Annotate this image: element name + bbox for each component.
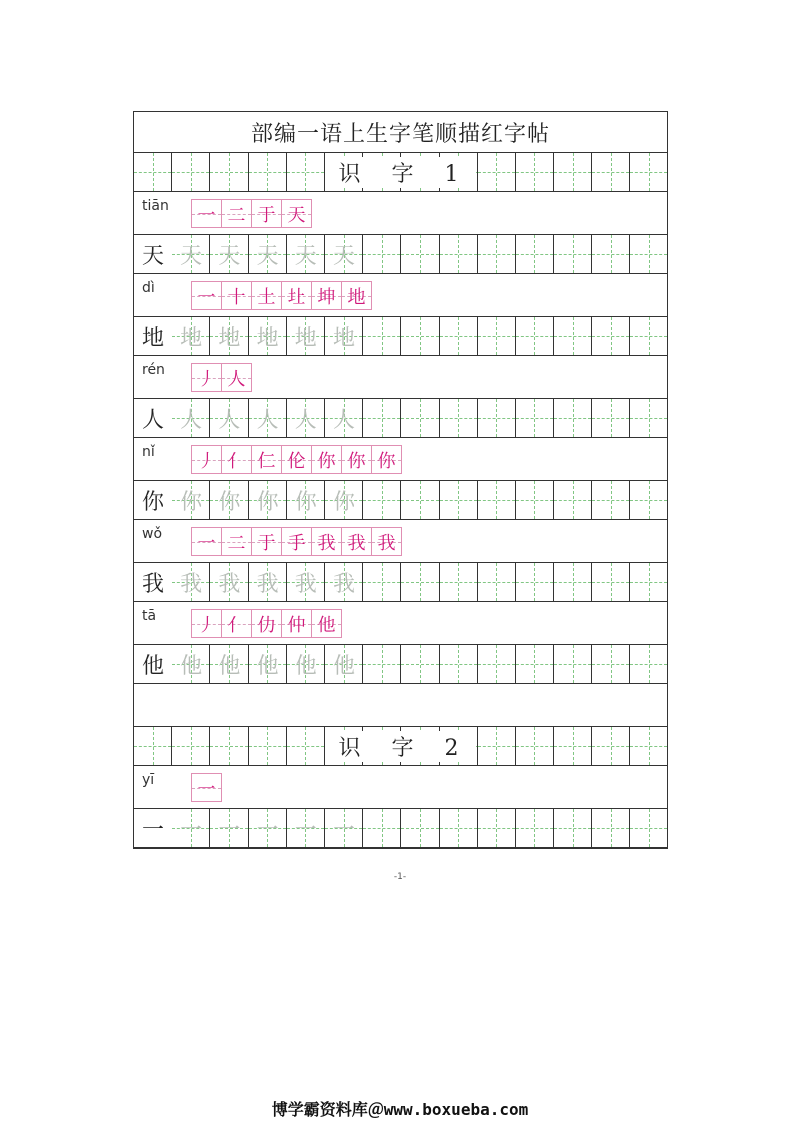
grid-cell xyxy=(630,153,667,191)
grid-cell xyxy=(440,563,478,601)
grid-cell xyxy=(592,235,630,273)
stroke-step xyxy=(371,445,402,474)
stroke-step xyxy=(371,527,402,556)
grid-cell xyxy=(554,317,592,355)
stroke-order xyxy=(191,773,221,802)
lesson-label: 识 字 1 xyxy=(325,157,477,188)
grid-cell xyxy=(249,727,287,765)
stroke-glyph: 圵 xyxy=(287,286,306,308)
grid-cell xyxy=(554,235,592,273)
grid-cell xyxy=(592,481,630,519)
model-character: 人 xyxy=(134,399,172,437)
grid-cell xyxy=(592,153,630,191)
grid-cell xyxy=(440,235,478,273)
trace-character: 地 xyxy=(218,325,241,351)
practice-row xyxy=(134,481,667,520)
grid-cell xyxy=(592,399,630,437)
stroke-step xyxy=(221,609,252,638)
stroke-order xyxy=(191,199,311,228)
stroke-step xyxy=(311,609,342,638)
grid-cell xyxy=(134,727,172,765)
stroke-glyph: 亻 xyxy=(227,614,246,636)
pinyin-label: nǐ xyxy=(142,444,155,460)
grid-cell xyxy=(401,399,439,437)
stroke-step xyxy=(251,199,282,228)
trace-character: 你 xyxy=(256,489,279,515)
trace-character: 天 xyxy=(294,243,317,269)
stroke-step xyxy=(341,281,372,310)
stroke-step xyxy=(311,527,342,556)
grid-cell xyxy=(478,317,516,355)
pinyin-row xyxy=(134,766,667,809)
grid-cell xyxy=(630,481,667,519)
grid-cell xyxy=(630,235,667,273)
stroke-step xyxy=(281,281,312,310)
grid-cell xyxy=(210,153,248,191)
trace-character: 人 xyxy=(332,407,355,433)
grid-cell xyxy=(401,481,439,519)
stroke-glyph: 二 xyxy=(227,532,246,554)
stroke-order xyxy=(191,609,341,638)
stroke-order xyxy=(191,445,401,474)
stroke-glyph: 我 xyxy=(377,532,396,554)
model-character: 一 xyxy=(134,809,172,847)
grid-cell xyxy=(440,153,478,191)
grid-cell xyxy=(440,317,478,355)
stroke-step xyxy=(341,527,372,556)
trace-character: 一 xyxy=(218,817,241,843)
grid-cell xyxy=(440,727,478,765)
worksheet-body xyxy=(134,153,667,848)
stroke-step xyxy=(311,445,342,474)
trace-character: 他 xyxy=(256,653,279,679)
trace-character: 我 xyxy=(256,571,279,597)
grid-cell xyxy=(592,563,630,601)
grid-cell xyxy=(516,727,554,765)
pinyin-label: yī xyxy=(142,772,155,788)
stroke-glyph: 亻 xyxy=(227,450,246,472)
grid-cell xyxy=(554,727,592,765)
trace-character: 天 xyxy=(256,243,279,269)
worksheet xyxy=(133,111,668,849)
stroke-step xyxy=(221,363,252,392)
stroke-glyph: 仲 xyxy=(287,614,306,636)
grid-cell xyxy=(363,645,401,683)
grid-cell xyxy=(440,399,478,437)
grid-cell xyxy=(554,809,592,847)
grid-cell xyxy=(516,153,554,191)
trace-character: 我 xyxy=(180,571,203,597)
grid-cell xyxy=(363,809,401,847)
pinyin-row xyxy=(134,602,667,645)
stroke-step xyxy=(251,445,282,474)
worksheet-title: 部编一语上生字笔顺描红字帖 xyxy=(134,112,667,153)
pinyin-row xyxy=(134,520,667,563)
stroke-step xyxy=(191,527,222,556)
grid-cell xyxy=(516,481,554,519)
trace-character: 一 xyxy=(294,817,317,843)
stroke-step xyxy=(191,445,222,474)
stroke-step xyxy=(191,199,222,228)
grid-cell xyxy=(478,153,516,191)
grid-cell xyxy=(363,317,401,355)
grid-cell xyxy=(478,235,516,273)
practice-row xyxy=(134,399,667,438)
trace-character: 地 xyxy=(256,325,279,351)
lesson-header-row xyxy=(134,153,667,192)
grid-cell xyxy=(478,645,516,683)
trace-character: 你 xyxy=(332,489,355,515)
grid-cell xyxy=(363,563,401,601)
practice-row xyxy=(134,645,667,684)
grid-cell xyxy=(592,809,630,847)
pinyin-label: tā xyxy=(142,608,157,624)
grid-cell xyxy=(440,645,478,683)
grid-cell xyxy=(363,235,401,273)
trace-character: 你 xyxy=(218,489,241,515)
grid-cell xyxy=(287,727,325,765)
grid-cell xyxy=(401,563,439,601)
trace-character: 他 xyxy=(180,653,203,679)
stroke-glyph: 丿 xyxy=(197,614,216,636)
trace-character: 天 xyxy=(332,243,355,269)
grid-cell xyxy=(401,727,439,765)
trace-character: 人 xyxy=(180,407,203,433)
grid-cell xyxy=(401,153,439,191)
grid-cell xyxy=(630,399,667,437)
pinyin-row xyxy=(134,438,667,481)
grid-cell xyxy=(401,235,439,273)
trace-character: 一 xyxy=(180,817,203,843)
grid-cell xyxy=(478,481,516,519)
pinyin-row xyxy=(134,192,667,235)
model-character: 他 xyxy=(134,645,172,683)
footer-watermark: 博学霸资料库＠www.boxueba.com xyxy=(271,1100,529,1119)
grid-cell xyxy=(630,563,667,601)
grid-cells xyxy=(134,727,667,765)
stroke-order xyxy=(191,527,401,556)
grid-cell xyxy=(172,153,210,191)
stroke-step xyxy=(251,281,282,310)
grid-cell xyxy=(554,399,592,437)
trace-character: 地 xyxy=(332,325,355,351)
grid-cell xyxy=(401,645,439,683)
stroke-glyph: 于 xyxy=(257,204,276,226)
trace-character: 我 xyxy=(294,571,317,597)
stroke-step xyxy=(191,773,222,802)
stroke-glyph: 坤 xyxy=(317,286,336,308)
stroke-glyph: 仁 xyxy=(257,450,276,472)
grid-cell xyxy=(630,317,667,355)
trace-character: 我 xyxy=(218,571,241,597)
stroke-order xyxy=(191,281,371,310)
lesson-header-row xyxy=(134,727,667,766)
stroke-glyph: 二 xyxy=(227,204,246,226)
stroke-glyph: 你 xyxy=(377,450,396,472)
trace-character: 你 xyxy=(180,489,203,515)
trace-character: 人 xyxy=(218,407,241,433)
grid-cell xyxy=(478,727,516,765)
trace-character: 一 xyxy=(256,817,279,843)
stroke-glyph: 于 xyxy=(257,532,276,554)
grid-cell xyxy=(440,809,478,847)
model-character: 地 xyxy=(134,317,172,355)
stroke-glyph: 一 xyxy=(197,532,216,554)
pinyin-row xyxy=(134,274,667,317)
stroke-step xyxy=(191,609,222,638)
stroke-glyph: 一 xyxy=(197,778,216,800)
trace-character: 天 xyxy=(180,243,203,269)
model-character: 天 xyxy=(134,235,172,273)
grid-cell xyxy=(554,645,592,683)
grid-cell xyxy=(516,809,554,847)
stroke-glyph: 地 xyxy=(347,286,366,308)
grid-cell xyxy=(478,399,516,437)
grid-cell xyxy=(592,645,630,683)
trace-character: 人 xyxy=(256,407,279,433)
trace-character: 我 xyxy=(332,571,355,597)
pinyin-label: dì xyxy=(142,280,155,296)
practice-row xyxy=(134,235,667,274)
grid-cell xyxy=(325,153,363,191)
grid-cell xyxy=(401,809,439,847)
trace-character: 地 xyxy=(294,325,317,351)
grid-cell xyxy=(249,153,287,191)
model-character: 我 xyxy=(134,563,172,601)
grid-cell xyxy=(440,481,478,519)
grid-cell xyxy=(172,727,210,765)
stroke-step xyxy=(251,527,282,556)
grid-cell xyxy=(630,809,667,847)
stroke-step xyxy=(281,199,312,228)
stroke-glyph: 一 xyxy=(197,286,216,308)
grid-cell xyxy=(554,153,592,191)
trace-character: 你 xyxy=(294,489,317,515)
stroke-glyph: 人 xyxy=(227,368,246,390)
stroke-step xyxy=(281,609,312,638)
lesson-label: 识 字 2 xyxy=(325,731,477,762)
stroke-step xyxy=(221,445,252,474)
stroke-step xyxy=(191,363,222,392)
grid-cell xyxy=(363,727,401,765)
trace-character: 人 xyxy=(294,407,317,433)
stroke-step xyxy=(191,281,222,310)
stroke-glyph: 他 xyxy=(317,614,336,636)
stroke-step xyxy=(311,281,342,310)
grid-cell xyxy=(134,153,172,191)
grid-cell xyxy=(630,645,667,683)
stroke-glyph: 丿 xyxy=(197,450,216,472)
practice-row xyxy=(134,809,667,848)
trace-character: 地 xyxy=(180,325,203,351)
grid-cell xyxy=(210,727,248,765)
stroke-glyph: 我 xyxy=(317,532,336,554)
stroke-glyph: 你 xyxy=(317,450,336,472)
stroke-glyph: 一 xyxy=(197,204,216,226)
stroke-glyph: 十 xyxy=(227,286,246,308)
grid-cell xyxy=(363,399,401,437)
stroke-glyph: 仂 xyxy=(257,614,276,636)
stroke-step xyxy=(221,281,252,310)
trace-character: 他 xyxy=(294,653,317,679)
model-character: 你 xyxy=(134,481,172,519)
grid-cell xyxy=(478,809,516,847)
blank-row xyxy=(134,684,667,727)
stroke-glyph: 丿 xyxy=(197,368,216,390)
stroke-glyph: 土 xyxy=(257,286,276,308)
stroke-order xyxy=(191,363,251,392)
grid-cells xyxy=(134,153,667,191)
stroke-glyph: 手 xyxy=(287,532,306,554)
stroke-glyph: 天 xyxy=(287,204,306,226)
page-number: -1- xyxy=(393,872,407,882)
stroke-step xyxy=(281,445,312,474)
grid-cell xyxy=(363,481,401,519)
stroke-step xyxy=(281,527,312,556)
stroke-glyph: 伦 xyxy=(287,450,306,472)
practice-row xyxy=(134,317,667,356)
grid-cell xyxy=(516,399,554,437)
grid-cell xyxy=(363,153,401,191)
pinyin-label: tiān xyxy=(142,198,169,214)
pinyin-row xyxy=(134,356,667,399)
stroke-glyph: 你 xyxy=(347,450,366,472)
grid-cell xyxy=(516,563,554,601)
stroke-step xyxy=(251,609,282,638)
practice-row xyxy=(134,563,667,602)
grid-cell xyxy=(401,317,439,355)
grid-cell xyxy=(554,481,592,519)
grid-cell xyxy=(554,563,592,601)
grid-cell xyxy=(630,727,667,765)
grid-cell xyxy=(287,153,325,191)
grid-cell xyxy=(516,235,554,273)
grid-cell xyxy=(478,563,516,601)
grid-cell xyxy=(325,727,363,765)
pinyin-label: wǒ xyxy=(142,526,163,542)
trace-character: 他 xyxy=(332,653,355,679)
grid-cell xyxy=(516,645,554,683)
trace-character: 一 xyxy=(332,817,355,843)
stroke-step xyxy=(221,527,252,556)
stroke-step xyxy=(341,445,372,474)
stroke-glyph: 我 xyxy=(347,532,366,554)
grid-cell xyxy=(592,317,630,355)
stroke-step xyxy=(221,199,252,228)
pinyin-label: rén xyxy=(142,362,165,378)
grid-cell xyxy=(516,317,554,355)
trace-character: 他 xyxy=(218,653,241,679)
grid-cell xyxy=(592,727,630,765)
trace-character: 天 xyxy=(218,243,241,269)
